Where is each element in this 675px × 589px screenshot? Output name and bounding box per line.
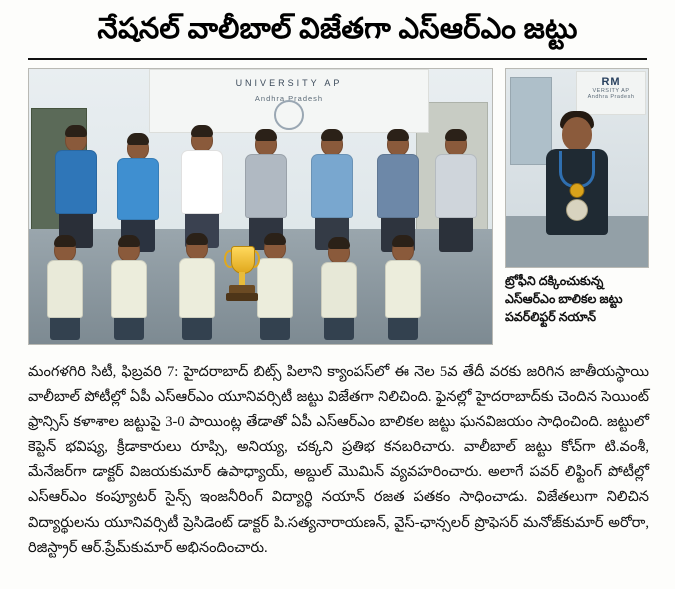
srm-banner-sub: VERSITY AP: [592, 88, 630, 94]
legs: [260, 318, 290, 340]
trophy-base-lower: [226, 293, 258, 301]
headline-divider: [28, 58, 647, 60]
player-front-3: [179, 236, 215, 340]
medal-icon: [570, 183, 585, 198]
team-group-photo: [28, 68, 493, 345]
photo-row: [28, 68, 647, 343]
player-front-4: [257, 236, 293, 340]
championship-trophy-icon: [227, 246, 257, 304]
hair: [321, 129, 343, 141]
jersey: [179, 258, 215, 318]
srm-banner-sub2: Andhra Pradesh: [587, 94, 635, 100]
legs: [439, 218, 473, 252]
srm-banner-title: RM: [601, 76, 621, 88]
hair: [392, 235, 414, 247]
jersey: [385, 260, 421, 318]
banner-line2: Andhra Pradesh: [254, 94, 324, 103]
jersey: [321, 262, 357, 318]
torso: [181, 150, 223, 214]
article-body: [28, 360, 649, 561]
article-body-paragraph: మంగళగిరి సిటీ, ఫిబ్రవరి 7: హైదరాబాద్ బిట్స్ పిలాని క్యాంపస్‌లో ఈ నెల 5వ తేదీ వరకు జరిగిన జాతీయస్థాయి వాలీబాల్ పోటీల్లో ఏపీ ఎస్‌ఆర్‌ఎం యూనివర్సిటీ జట్టు విజేతగా నిలిచింది. ఫైనల్లో హైదరాబాద్‌కు చెందిన సెయింట్ ఫ్రాన్సిస్ కళాశాల జట్టుపై 3-0 పాయింట్ల తేడాతో ఏపీ ఎస్‌ఆర్‌ఎం బాలికల జట్టు ఘనవిజయం సాధించింది. జట్టులో కెప్టెన్ భవిష్య, క్రీడాకారులు రూప్సి, అనియ్య, చక్కని ప్రతిభ కనబరిచారు. వాలీబాల్ జట్టు కోచ్‌గా టి.వంశీ, మేనేజర్‌గా డాక్టర్ విజయకుమార్ ఉపాధ్యాయ్, అబ్దుల్ మొమిన్ వ్యవహరించారు. అలాగే పవర్ లిఫ్టింగ్ పోటీల్లో ఎస్‌ఆర్‌ఎం కంప్యూటర్ సైన్స్ ఇంజనీరింగ్ విద్యార్థి నయాన్ రజత పతకం సాధించాడు. విజేతలుగా నిలిచిన విద్యార్థులను యూనివర్సిటీ ప్రెసిడెంట్ డాక్టర్ పి.సత్యనారాయణన్, వైస్‌-ఛాన్సలర్ ప్రొఫెసర్ మనోజ్‌కుమార్ అరోరా, రిజిస్ట్రార్ ఆర్.ప్రేమ్‌కుమార్ అభినందించారు.: [28, 364, 649, 556]
page-title: నేషనల్ వాలీబాల్ విజేతగా ఎస్‌ఆర్‌ఎం జట్టు: [97, 13, 578, 45]
player-front-6: [385, 238, 421, 340]
torso: [377, 154, 419, 218]
player-front-5: [321, 240, 357, 340]
hair: [191, 125, 213, 137]
university-banner: [149, 69, 429, 133]
hair: [387, 129, 409, 141]
jersey: [111, 260, 147, 318]
player-front-1: [47, 238, 83, 340]
person-back-6: [377, 132, 419, 252]
hair: [54, 235, 76, 247]
torso: [311, 154, 353, 218]
hair: [264, 233, 286, 245]
hair: [255, 129, 277, 141]
hair: [65, 125, 87, 137]
hair: [445, 129, 467, 141]
legs: [324, 318, 354, 340]
person-back-1: [55, 128, 97, 248]
player-front-2: [111, 238, 147, 340]
torso: [55, 150, 97, 214]
jersey: [257, 258, 293, 318]
headline-container: [0, 0, 675, 46]
photo-caption: ట్రోఫీని దక్కించుకున్న ఎస్‌ఆర్‌ఎం బాలికల జట్టు పవర్‌లిఫ్టర్ నయాన్: [505, 274, 623, 325]
trophy-cup: [231, 246, 255, 274]
legs: [388, 318, 418, 340]
person-back-7: [435, 132, 477, 252]
legs: [50, 318, 80, 340]
banner-line1: UNIVERSITY AP: [235, 78, 343, 88]
trophy-stem: [239, 272, 245, 286]
athlete-figure: [535, 111, 619, 267]
jersey: [47, 260, 83, 318]
legs: [182, 318, 212, 340]
powerlifter-photo: [505, 68, 649, 268]
torso: [245, 154, 287, 218]
srm-banner: [576, 71, 646, 115]
hair: [127, 133, 149, 145]
hair: [328, 237, 350, 249]
torso: [435, 154, 477, 218]
hair: [186, 233, 208, 245]
legs: [114, 318, 144, 340]
head: [562, 117, 592, 151]
person-back-5: [311, 132, 353, 250]
person-back-3: [181, 128, 223, 248]
torso: [117, 158, 159, 220]
chest-logo: [566, 199, 588, 221]
person-back-4: [245, 132, 287, 250]
banner-ring-icon: [274, 100, 304, 130]
hair: [118, 235, 140, 247]
